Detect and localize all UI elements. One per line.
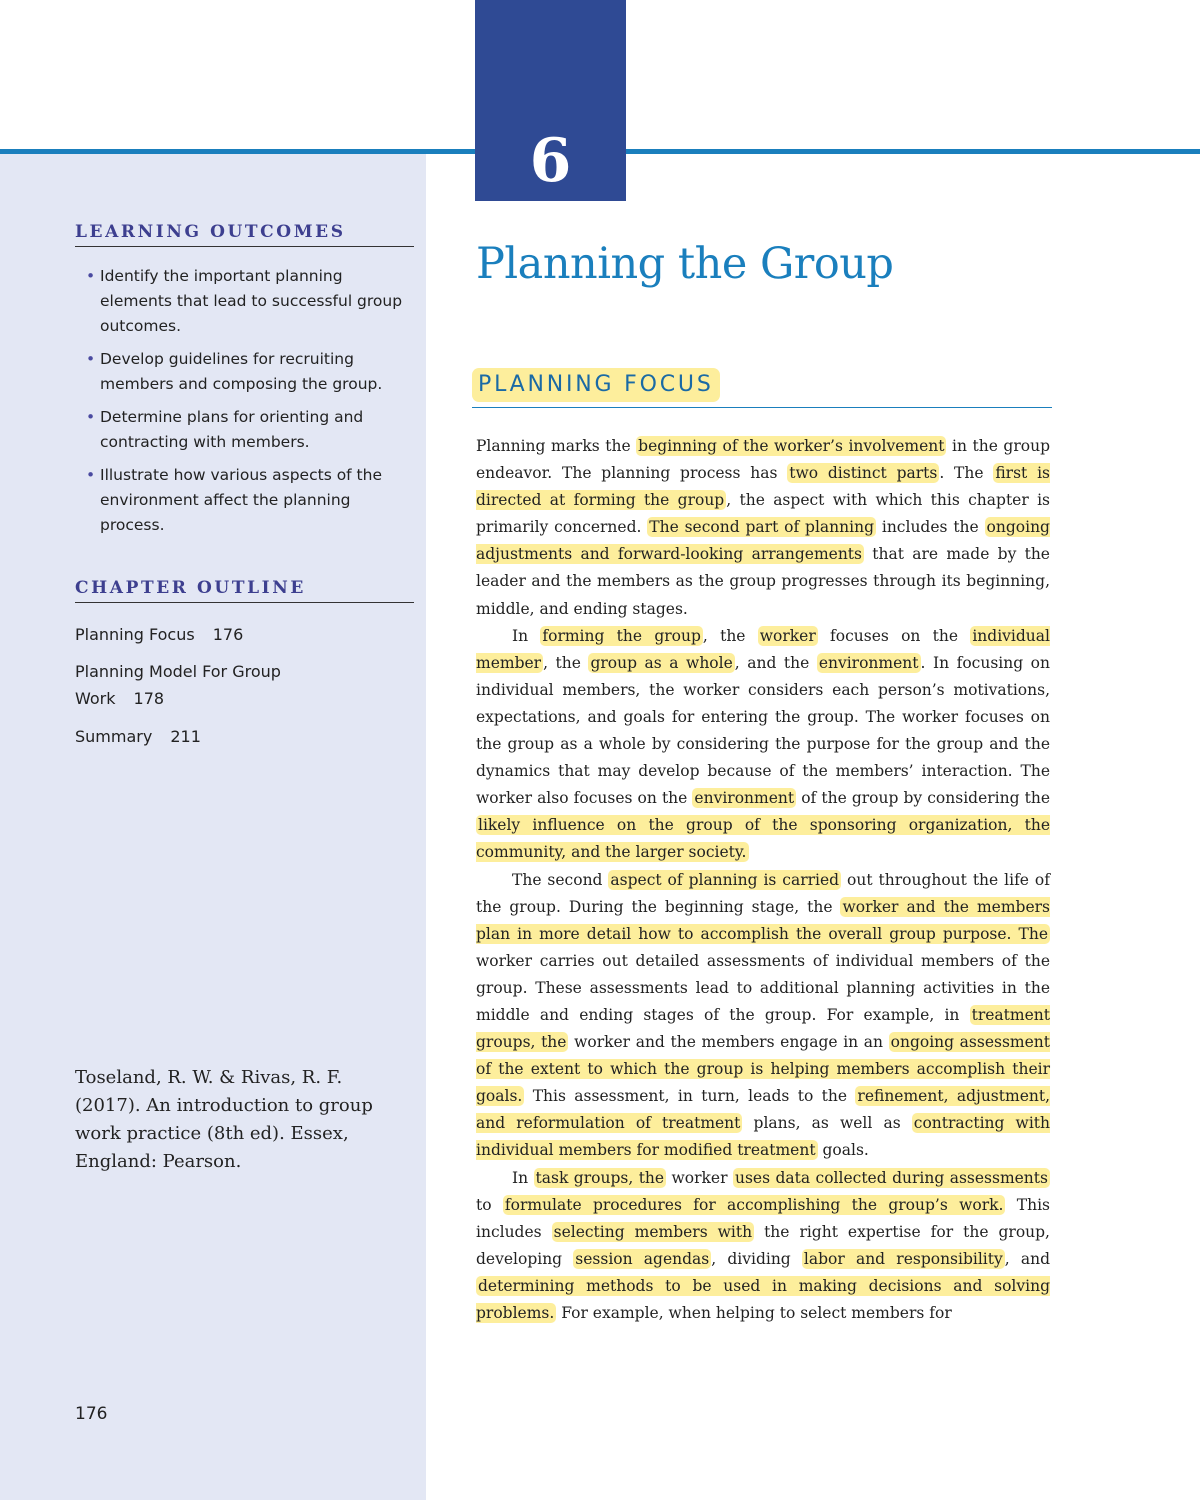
outline-item-page: 178 — [133, 689, 165, 708]
highlighted-text: The second part of planning — [649, 518, 875, 537]
section-heading: PLANNING FOCUS — [472, 368, 720, 402]
learning-outcome-item: • Develop guidelines for recruiting members and composing the group. — [86, 347, 408, 397]
body-text — [476, 433, 1050, 1327]
highlighted-text: session agendas — [575, 1249, 710, 1268]
highlighted-text: environment — [694, 789, 795, 808]
learning-outcome-item: • Determine plans for orienting and contracting with members. — [86, 405, 408, 455]
highlighted-text: first is directed at forming the group — [476, 464, 1050, 510]
body-paragraph — [476, 623, 1050, 867]
text-run: the right expertise for the group, developing — [476, 1222, 1050, 1268]
text-run: Planning marks the — [476, 437, 637, 455]
highlighted-text: ongoing adjustments and forward-looking arrangements — [476, 518, 1050, 564]
chapter-outline-heading: CHAPTER OUTLINE — [75, 576, 414, 603]
text-run: of the group by considering the — [796, 789, 1050, 808]
learning-outcomes-list — [86, 264, 408, 546]
page-number: 176 — [75, 1404, 108, 1424]
highlighted-text: contracting with individual members for modified treatment — [476, 1114, 1050, 1160]
text-run: worker and the members engage in an — [568, 1033, 889, 1052]
outline-item-page: 176 — [212, 625, 244, 644]
text-run: In — [512, 626, 541, 645]
chapter-number: 6 — [529, 126, 572, 196]
text-run: . The — [939, 464, 994, 483]
body-paragraph — [476, 1165, 1050, 1328]
outline-item-label: Summary — [75, 727, 153, 746]
highlighted-text: formulate procedures for accomplishing the group’s work. — [504, 1195, 1004, 1214]
chapter-number-box — [475, 0, 626, 201]
text-run: , and — [1004, 1249, 1051, 1268]
learning-outcome-item: • Identify the important planning elements that lead to successful group outcomes. — [86, 264, 408, 339]
outline-item-page: 211 — [170, 727, 201, 746]
highlighted-text: determining methods to be used in making decisions and solving problems. — [476, 1276, 1050, 1322]
text-run: In — [512, 1168, 534, 1187]
highlighted-text: group as a whole — [590, 653, 733, 672]
citation: Toseland, R. W. & Rivas, R. F. (2017). An introduction to group work practice (8th ed). Essex, England: Pearson. — [75, 1067, 373, 1172]
highlighted-text: labor and responsibility — [803, 1249, 1003, 1268]
text-run: The second — [512, 870, 609, 889]
text-run: that are made by the leader and the members as the group progresses through its beginning, middle, and ending stages. — [476, 545, 1050, 618]
outline-item — [75, 723, 405, 750]
highlighted-text: aspect of planning is carried — [610, 870, 840, 889]
text-run: , the — [543, 653, 589, 672]
outline-item-label: Planning Model For Group Work — [75, 662, 281, 708]
text-run: to — [476, 1195, 503, 1214]
text-run: goals. — [817, 1141, 869, 1160]
text-run: . In focusing on individual members, the worker considers each person’s motivations, expectations, and goals for entering the group. The worker focuses on the group as a whole by considering the purpose for the group and the dynamics that may develop because of the members’ interaction. The worker also focuses on the — [476, 653, 1050, 808]
highlighted-text: uses data collected during assessments — [734, 1168, 1048, 1187]
text-run: This assessment, in turn, leads to the — [524, 1087, 856, 1106]
highlighted-text: selecting members with — [553, 1222, 753, 1241]
text-run: worker carries out detailed assessments of individual members of the group. These assessments lead to additional planning activities in the middle and ending stages of the group. For example, in — [476, 951, 1050, 1024]
highlighted-text: ongoing assessment of the extent to which the group is helping members accomplish their goals. — [476, 1033, 1050, 1106]
text-run: plans, as well as — [742, 1114, 912, 1133]
text-run: , and the — [734, 653, 817, 672]
text-run: worker — [666, 1168, 733, 1187]
text-run: , the aspect with which this chapter is primarily concerned. — [476, 491, 1050, 537]
highlighted-text: likely influence on the group of the sponsoring organization, the community, and the larger society. — [476, 816, 1050, 862]
highlighted-text: environment — [818, 653, 919, 672]
text-run: For example, when helping to select members for — [556, 1304, 952, 1322]
section-heading-rule — [472, 366, 1052, 408]
highlighted-text: worker and the members plan in more detail how to accomplish the overall group purpose. The — [476, 897, 1050, 943]
highlighted-text: two distinct parts — [789, 464, 938, 483]
highlighted-text: task groups, the — [535, 1168, 665, 1187]
highlighted-text: individual member — [476, 626, 1050, 672]
highlighted-text: treatment groups, the — [476, 1005, 1050, 1052]
learning-outcome-item: • Illustrate how various aspects of the environment affect the planning process. — [86, 463, 408, 538]
outline-item — [75, 621, 405, 648]
text-run: , dividing — [711, 1249, 802, 1268]
text-run: This includes — [476, 1195, 1050, 1241]
text-run: in the group endeavor. The planning process has — [476, 437, 1050, 483]
highlighted-text: forming the group — [542, 626, 701, 645]
highlighted-text: refinement, adjustment, and reformulation of treatment — [476, 1087, 1050, 1133]
chapter-title: Planning the Group — [476, 239, 894, 289]
outline-item-label: Planning Focus — [75, 625, 195, 644]
body-paragraph — [476, 433, 1050, 623]
text-run: , the — [702, 626, 758, 645]
text-run: includes the — [876, 518, 985, 537]
highlighted-text: worker — [759, 626, 816, 645]
text-run: focuses on the — [817, 626, 971, 645]
outline-item — [75, 658, 335, 712]
text-run: out throughout the life of the group. During the beginning stage, the — [476, 870, 1050, 916]
learning-outcomes-heading: LEARNING OUTCOMES — [75, 220, 414, 247]
highlighted-text: beginning of the worker’s involvement — [638, 437, 945, 455]
body-paragraph — [476, 867, 1050, 1165]
